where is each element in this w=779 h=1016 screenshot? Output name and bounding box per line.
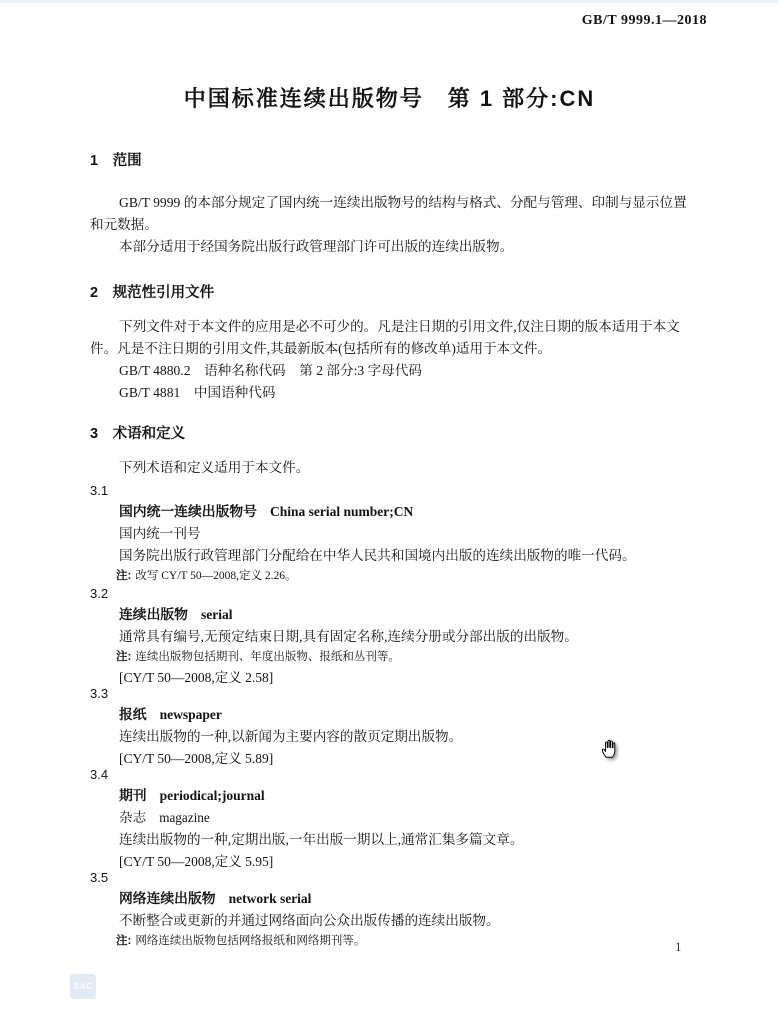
term-note	[90, 648, 714, 667]
term-number: 3.3	[90, 686, 109, 701]
term-name-en: newspaper	[159, 707, 222, 722]
note-text: 连续出版物包括期刊、年度出版物、报纸和丛刊等。	[135, 651, 400, 663]
term-title	[90, 604, 714, 626]
note-label: 注:	[116, 570, 132, 582]
section-heading-references: 2 规范性引用文件	[90, 285, 215, 301]
term-name-en: periodical;journal	[159, 788, 265, 803]
term-alias-cn: 杂志	[119, 810, 147, 825]
term-title	[90, 704, 714, 726]
term-name-cn: 网络连续出版物	[119, 891, 216, 906]
term-definition: 国务院出版行政管理部门分配给在中华人民共和国境内出版的连续出版物的唯一代码。	[119, 548, 636, 563]
term-alias: 国内统一刊号	[119, 526, 201, 541]
term-entry-3-4	[90, 765, 714, 873]
section-heading-scope: 1 范围	[90, 153, 142, 169]
term-name-cn: 国内统一连续出版物号	[119, 504, 257, 519]
term-name-cn: 报纸	[119, 707, 147, 722]
term-definition: 连续出版物的一种,定期出版,一年出版一期以上,通常汇集多篇文章。	[119, 832, 524, 847]
term-name-en: network serial	[228, 891, 312, 906]
term-entry-3-5	[90, 868, 714, 951]
term-name-en: serial	[200, 607, 233, 622]
term-number: 3.2	[90, 586, 109, 601]
paragraph-line: 和元数据。	[90, 217, 158, 232]
standard-code-header: GB/T 9999.1—2018	[581, 13, 707, 28]
term-title	[90, 501, 714, 523]
section-heading-terms: 3 术语和定义	[90, 426, 186, 442]
hand-grab-cursor-icon	[597, 734, 623, 760]
term-number: 3.4	[90, 767, 109, 782]
terms-intro: 下列术语和定义适用于本文件。	[119, 460, 310, 475]
term-number: 3.5	[90, 870, 109, 885]
term-name-en: China serial number;CN	[269, 504, 414, 519]
term-definition: 通常具有编号,无预定结束日期,具有固定名称,连续分册或分部出版的出版物。	[119, 629, 578, 644]
sac-watermark-logo: SAC	[70, 974, 96, 999]
term-number: 3.1	[90, 483, 109, 498]
term-source: [CY/T 50—2008,定义 5.95]	[119, 854, 274, 869]
term-title	[90, 785, 714, 807]
term-entry-3-2	[90, 584, 714, 689]
page-number: 1	[675, 939, 682, 954]
references-paragraph	[90, 316, 714, 360]
page-title: 中国标准连续出版物号 第 1 部分:CN	[183, 86, 596, 111]
term-definition: 不断整合或更新的并通过网络面向公众出版传播的连续出版物。	[119, 913, 500, 928]
term-alias	[90, 807, 714, 829]
note-label: 注:	[116, 935, 132, 947]
term-name-cn: 连续出版物	[119, 607, 188, 622]
page-top-edge	[0, 0, 779, 3]
term-alias-en: magazine	[159, 810, 210, 825]
paragraph-line: 下列文件对于本文件的应用是必不可少的。凡是注日期的引用文件,仅注日期的版本适用于本文	[119, 319, 680, 334]
scope-paragraph-2: 本部分适用于经国务院出版行政管理部门许可出版的连续出版物。	[119, 239, 514, 254]
scope-paragraph-1	[90, 192, 714, 236]
note-text: 网络连续出版物包括网络报纸和网络期刊等。	[135, 935, 366, 947]
reference-entry: GB/T 4880.2 语种名称代码 第 2 部分:3 字母代码	[119, 363, 422, 378]
term-entry-3-1	[90, 481, 714, 586]
note-text: 改写 CY/T 50—2008,定义 2.26。	[135, 570, 297, 582]
paragraph-line: 件。凡是不注日期的引用文件,其最新版本(包括所有的修改单)适用于本文件。	[90, 341, 552, 356]
paragraph-line: GB/T 9999 的本部分规定了国内统一连续出版物号的结构与格式、分配与管理、印制与显示位置	[119, 195, 687, 210]
note-label: 注:	[116, 651, 132, 663]
term-note	[90, 932, 714, 951]
term-source: [CY/T 50—2008,定义 2.58]	[119, 670, 274, 685]
term-definition: 连续出版物的一种,以新闻为主要内容的散页定期出版物。	[119, 729, 463, 744]
term-title	[90, 888, 714, 910]
term-source: [CY/T 50—2008,定义 5.89]	[119, 751, 274, 766]
reference-entry: GB/T 4881 中国语种代码	[119, 385, 276, 400]
term-name-cn: 期刊	[119, 788, 147, 803]
